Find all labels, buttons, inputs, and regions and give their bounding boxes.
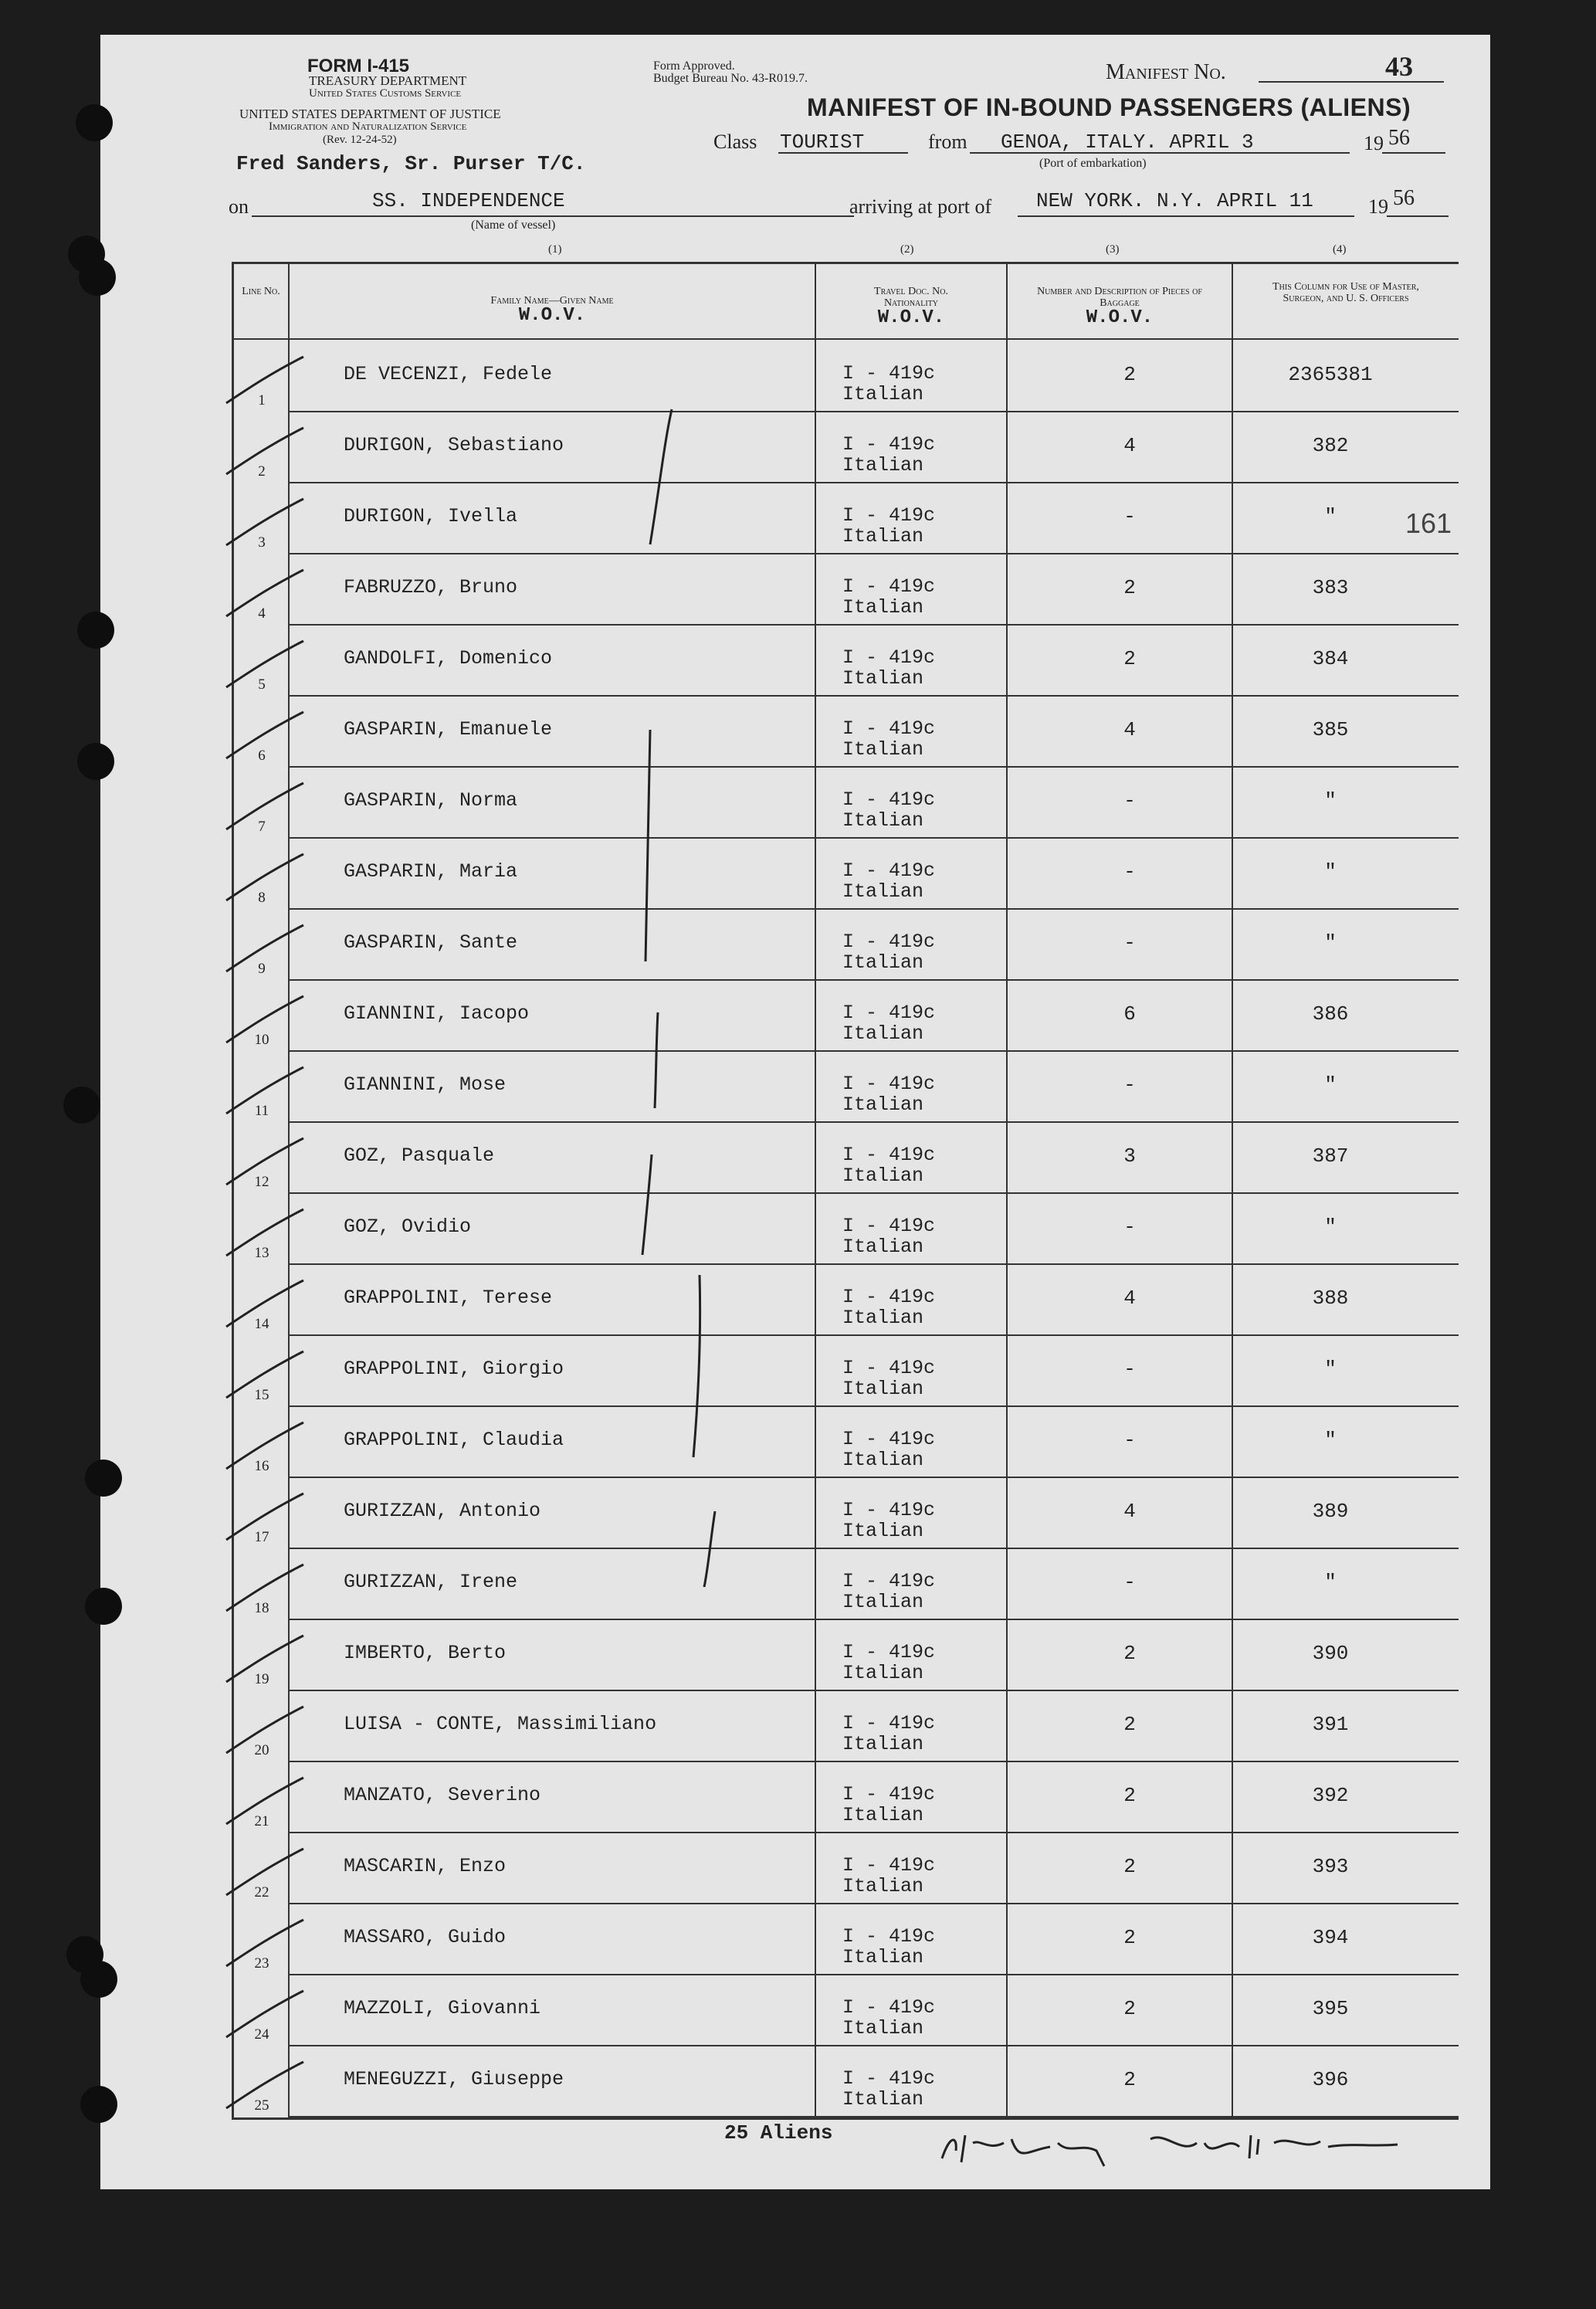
officer-number: ": [1324, 505, 1337, 528]
officer-number: ": [1324, 931, 1337, 954]
table-row: [234, 1833, 1459, 1904]
total-aliens: 25 Aliens: [724, 2121, 833, 2145]
form-number: FORM I-415: [307, 56, 410, 76]
line-number: 18: [254, 1600, 269, 1616]
nationality: Italian: [842, 1804, 924, 1826]
officer-number: ": [1324, 860, 1337, 883]
passenger-name: DE VECENZI, Fedele: [344, 363, 553, 385]
passenger-name: GASPARIN, Sante: [344, 931, 518, 954]
passenger-name: MASCARIN, Enzo: [344, 1855, 507, 1877]
line-number: 3: [258, 534, 266, 551]
travel-doc-number: I - 419c: [842, 362, 936, 385]
baggage-count: 2: [1123, 1997, 1136, 2020]
baggage-count: 2: [1123, 1642, 1136, 1665]
travel-doc: [842, 647, 935, 689]
passenger-name: MAZZOLI, Giovanni: [344, 1997, 541, 2019]
baggage-count: -: [1123, 1073, 1136, 1097]
passenger-name: DURIGON, Ivella: [344, 505, 518, 527]
travel-doc: [842, 1358, 935, 1399]
nationality: Italian: [842, 1733, 924, 1755]
travel-doc: [842, 1429, 935, 1470]
line-number: 12: [254, 1174, 269, 1190]
nationality: Italian: [842, 2088, 924, 2111]
passenger-name: GASPARIN, Maria: [344, 860, 518, 883]
baggage-count: -: [1123, 1571, 1136, 1594]
travel-doc: [842, 1997, 935, 2039]
officer-number: 396: [1312, 2068, 1349, 2091]
travel-doc-number: I - 419c: [842, 1712, 936, 1734]
binder-hole: [80, 1961, 117, 1998]
travel-doc: [842, 1571, 935, 1612]
passenger-name: GOZ, Ovidio: [344, 1216, 472, 1238]
baggage-count: 6: [1123, 1002, 1136, 1026]
table-row: [234, 1975, 1459, 2046]
passenger-name: GIANNINI, Iacopo: [344, 1002, 530, 1025]
travel-doc: [842, 1926, 935, 1968]
on-label: on: [229, 195, 249, 218]
year-prefix-1: 19: [1364, 132, 1384, 154]
line-number: 10: [254, 1032, 269, 1048]
officer-number: ": [1324, 789, 1337, 812]
officer-number: ": [1324, 1429, 1337, 1452]
passenger-name: MANZATO, Severino: [344, 1784, 541, 1806]
nationality: Italian: [842, 454, 924, 476]
officer-number: 393: [1312, 1855, 1349, 1878]
travel-doc: [842, 718, 935, 760]
passenger-name: GRAPPOLINI, Giorgio: [344, 1358, 564, 1380]
travel-doc: [842, 1784, 935, 1826]
embarkation-value: GENOA, ITALY. APRIL 3: [1001, 131, 1254, 154]
table-row: [234, 1265, 1459, 1336]
officer-number: 395: [1312, 1997, 1349, 2020]
nationality: Italian: [842, 809, 924, 832]
table-row: [234, 1194, 1459, 1265]
passenger-name: GASPARIN, Norma: [344, 789, 518, 812]
passenger-name: MASSARO, Guido: [344, 1926, 507, 1948]
arriving-label: arriving at port of: [849, 195, 992, 218]
table-row: [234, 1407, 1459, 1478]
table-row: [234, 1691, 1459, 1762]
binder-hole: [76, 104, 113, 141]
nationality: Italian: [842, 738, 924, 761]
line-number: 5: [258, 676, 266, 693]
header-doc: [816, 286, 1006, 328]
officer-number: 394: [1312, 1926, 1349, 1949]
officer-number: ": [1324, 1216, 1337, 1239]
officer-number: 383: [1312, 576, 1349, 599]
nationality: Italian: [842, 383, 924, 405]
line-number: 21: [254, 1813, 269, 1829]
header-doc-wov: W.O.V.: [877, 307, 945, 328]
travel-doc-number: I - 419c: [842, 1996, 936, 2019]
officer-number: 389: [1312, 1500, 1349, 1523]
travel-doc: [842, 1002, 935, 1044]
binder-hole: [80, 2086, 117, 2123]
passenger-name: GASPARIN, Emanuele: [344, 718, 553, 741]
passenger-name: MENEGUZZI, Giuseppe: [344, 2068, 564, 2090]
passenger-name: GRAPPOLINI, Terese: [344, 1287, 553, 1309]
travel-doc-number: I - 419c: [842, 1002, 936, 1024]
officer-number: 388: [1312, 1287, 1349, 1310]
travel-doc: [842, 2068, 935, 2110]
nationality: Italian: [842, 1022, 924, 1045]
travel-doc: [842, 363, 935, 405]
col-num-4: (4): [1333, 243, 1347, 256]
nationality: Italian: [842, 667, 924, 690]
line-number: 1: [258, 392, 266, 409]
line-number: 14: [254, 1316, 269, 1332]
table-row: [234, 1123, 1459, 1194]
officer-number: 387: [1312, 1144, 1349, 1168]
officer-number: 392: [1312, 1784, 1349, 1807]
binder-hole: [85, 1460, 122, 1497]
budget-bureau: Budget Bureau No. 43-R019.7.: [653, 72, 808, 85]
col-num-1: (1): [548, 243, 562, 256]
line-number: 23: [254, 1955, 269, 1972]
nationality: Italian: [842, 596, 924, 619]
nationality: Italian: [842, 951, 924, 974]
nationality: Italian: [842, 1946, 924, 1968]
binder-hole: [77, 612, 114, 649]
passenger-name: GIANNINI, Mose: [344, 1073, 507, 1096]
line-number: 6: [258, 748, 266, 764]
travel-doc-number: I - 419c: [842, 788, 936, 811]
nationality: Italian: [842, 1662, 924, 1684]
line-number: 2: [258, 463, 266, 480]
header-officers: [1233, 281, 1459, 304]
baggage-count: -: [1123, 931, 1136, 954]
from-label: from: [928, 131, 967, 153]
officer-number: ": [1324, 1358, 1337, 1381]
travel-doc-number: I - 419c: [842, 646, 936, 669]
travel-doc-number: I - 419c: [842, 1783, 936, 1805]
table-row: [234, 2046, 1459, 2117]
passenger-name: GRAPPOLINI, Claudia: [344, 1429, 564, 1451]
travel-doc-number: I - 419c: [842, 504, 936, 527]
table-row: [234, 1549, 1459, 1620]
passenger-name: GOZ, Pasquale: [344, 1144, 495, 1167]
year-2: 56: [1393, 186, 1415, 210]
officer-number: 384: [1312, 647, 1349, 670]
baggage-count: 4: [1123, 718, 1136, 741]
form-approved: Form Approved.: [653, 59, 735, 73]
travel-doc-number: I - 419c: [842, 2067, 936, 2090]
table-row: [234, 626, 1459, 697]
header-name-wov: W.O.V.: [518, 305, 586, 326]
baggage-count: 2: [1123, 363, 1136, 386]
officer-number: 386: [1312, 1002, 1349, 1026]
baggage-count: 2: [1123, 1855, 1136, 1878]
table-row: [234, 839, 1459, 910]
binder-hole: [63, 1087, 100, 1124]
travel-doc-number: I - 419c: [842, 1073, 936, 1095]
signature: [934, 2120, 1413, 2174]
travel-doc: [842, 1073, 935, 1115]
dept-ins: Immigration and Naturalization Service: [269, 120, 467, 133]
baggage-count: 4: [1123, 434, 1136, 457]
year-1: 56: [1388, 126, 1410, 150]
nationality: Italian: [842, 1307, 924, 1329]
header-name-label: Family Name—Given Name: [490, 295, 614, 307]
table-row: [234, 483, 1459, 554]
travel-doc: [842, 1500, 935, 1541]
table-row: [234, 412, 1459, 483]
nationality: Italian: [842, 1378, 924, 1400]
passenger-name: GURIZZAN, Irene: [344, 1571, 518, 1593]
header-officers-label: This Column for Use of Master, Surgeon, and U. S. Officers: [1272, 281, 1419, 304]
nationality: Italian: [842, 525, 924, 548]
year-prefix-2: 19: [1368, 195, 1388, 218]
travel-doc: [842, 1144, 935, 1186]
baggage-count: 3: [1123, 1144, 1136, 1168]
nationality: Italian: [842, 2017, 924, 2039]
table-row: [234, 1336, 1459, 1407]
baggage-count: -: [1123, 789, 1136, 812]
travel-doc-number: I - 419c: [842, 1925, 936, 1948]
line-number: 7: [258, 819, 266, 835]
header-name: [290, 295, 815, 326]
officer-number: ": [1324, 1073, 1337, 1097]
line-number: 19: [254, 1671, 269, 1687]
dept-justice: UNITED STATES DEPARTMENT OF JUSTICE: [239, 107, 501, 121]
arrival-value: NEW YORK. N.Y. APRIL 11: [1036, 189, 1313, 212]
travel-doc: [842, 1713, 935, 1755]
margin-number: 161: [1405, 507, 1452, 539]
nationality: Italian: [842, 1165, 924, 1187]
line-number: 25: [254, 2097, 269, 2114]
travel-doc: [842, 1287, 935, 1328]
officer-number: 391: [1312, 1713, 1349, 1736]
passenger-name: GANDOLFI, Domenico: [344, 647, 553, 670]
travel-doc-number: I - 419c: [842, 1357, 936, 1379]
travel-doc: [842, 789, 935, 831]
travel-doc: [842, 1642, 935, 1683]
officer-number: 390: [1312, 1642, 1349, 1665]
binder-hole: [79, 259, 116, 296]
table-row: [234, 1762, 1459, 1833]
line-number: 22: [254, 1884, 269, 1900]
line-number: 16: [254, 1458, 269, 1474]
vessel-caption: (Name of vessel): [471, 219, 556, 232]
passenger-table: [232, 262, 1459, 2120]
passenger-name: GURIZZAN, Antonio: [344, 1500, 541, 1522]
binder-hole: [77, 743, 114, 780]
nationality: Italian: [842, 1875, 924, 1897]
purser-name: Fred Sanders, Sr. Purser T/C.: [236, 152, 586, 175]
travel-doc-number: I - 419c: [842, 931, 936, 953]
passenger-name: DURIGON, Sebastiano: [344, 434, 564, 456]
table-row: [234, 981, 1459, 1052]
header-doc-label: Travel Doc. No. Nationality: [874, 286, 948, 309]
table-row: [234, 554, 1459, 626]
manifest-title: MANIFEST OF IN-BOUND PASSENGERS (ALIENS): [807, 93, 1411, 121]
officer-number: 385: [1312, 718, 1349, 741]
line-number: 9: [258, 961, 266, 977]
travel-doc-number: I - 419c: [842, 860, 936, 882]
baggage-count: -: [1123, 1429, 1136, 1452]
baggage-count: 2: [1123, 1926, 1136, 1949]
travel-doc: [842, 505, 935, 547]
travel-doc-number: I - 419c: [842, 717, 936, 740]
manifest-page: [100, 35, 1490, 2189]
travel-doc: [842, 931, 935, 973]
table-row: [234, 341, 1459, 412]
nationality: Italian: [842, 1236, 924, 1258]
line-number: 17: [254, 1529, 269, 1545]
baggage-count: -: [1123, 505, 1136, 528]
travel-doc-number: I - 419c: [842, 1428, 936, 1450]
baggage-count: 4: [1123, 1500, 1136, 1523]
nationality: Italian: [842, 1591, 924, 1613]
manifest-no-value: 43: [1385, 51, 1413, 82]
nationality: Italian: [842, 880, 924, 903]
class-label: Class: [713, 131, 757, 153]
binder-hole: [85, 1588, 122, 1625]
baggage-count: 4: [1123, 1287, 1136, 1310]
header-line-no: Line No.: [242, 286, 280, 297]
vessel-name: SS. INDEPENDENCE: [372, 189, 565, 212]
manifest-no-label: Manifest No.: [1106, 60, 1226, 84]
line-number: 15: [254, 1387, 269, 1403]
line-number: 24: [254, 2026, 269, 2043]
baggage-count: 2: [1123, 1713, 1136, 1736]
baggage-count: 2: [1123, 2068, 1136, 2091]
travel-doc: [842, 1855, 935, 1897]
port-caption: (Port of embarkation): [1039, 157, 1147, 170]
travel-doc-number: I - 419c: [842, 1641, 936, 1663]
col-num-3: (3): [1106, 243, 1120, 256]
line-number: 11: [254, 1103, 269, 1119]
baggage-count: 2: [1123, 576, 1136, 599]
table-row: [234, 910, 1459, 981]
travel-doc-number: I - 419c: [842, 1854, 936, 1877]
baggage-count: -: [1123, 860, 1136, 883]
baggage-count: -: [1123, 1216, 1136, 1239]
header-baggage: [1008, 286, 1232, 328]
header-baggage-label: Number and Description of Pieces of Baggage: [1037, 286, 1202, 309]
travel-doc: [842, 434, 935, 476]
baggage-count: 2: [1123, 1784, 1136, 1807]
line-number: 20: [254, 1742, 269, 1758]
nationality: Italian: [842, 1093, 924, 1116]
travel-doc: [842, 1216, 935, 1257]
travel-doc-number: I - 419c: [842, 1215, 936, 1237]
passenger-name: LUISA - CONTE, Massimiliano: [344, 1713, 657, 1735]
nationality: Italian: [842, 1449, 924, 1471]
table-row: [234, 1052, 1459, 1123]
nationality: Italian: [842, 1520, 924, 1542]
dept-treasury: TREASURY DEPARTMENT: [309, 73, 467, 88]
travel-doc-number: I - 419c: [842, 1499, 936, 1521]
travel-doc-number: I - 419c: [842, 1286, 936, 1308]
form-revision: (Rev. 12-24-52): [323, 134, 397, 146]
passenger-name: FABRUZZO, Bruno: [344, 576, 518, 598]
line-number: 8: [258, 890, 266, 906]
travel-doc: [842, 860, 935, 902]
baggage-count: -: [1123, 1358, 1136, 1381]
travel-doc: [842, 576, 935, 618]
line-number: 4: [258, 605, 266, 622]
table-row: [234, 1620, 1459, 1691]
travel-doc-number: I - 419c: [842, 1144, 936, 1166]
table-row: [234, 768, 1459, 839]
line-number: 13: [254, 1245, 269, 1261]
travel-doc-number: I - 419c: [842, 1570, 936, 1592]
officer-number: 2365381: [1288, 363, 1373, 386]
officer-number: ": [1324, 1571, 1337, 1594]
class-value: TOURIST: [780, 131, 865, 154]
passenger-name: IMBERTO, Berto: [344, 1642, 507, 1664]
table-row: [234, 1478, 1459, 1549]
travel-doc-number: I - 419c: [842, 575, 936, 598]
baggage-count: 2: [1123, 647, 1136, 670]
travel-doc-number: I - 419c: [842, 433, 936, 456]
col-num-2: (2): [900, 243, 914, 256]
table-row: [234, 697, 1459, 768]
officer-number: 382: [1312, 434, 1349, 457]
dept-customs: United States Customs Service: [309, 87, 462, 100]
table-row: [234, 1904, 1459, 1975]
header-baggage-wov: W.O.V.: [1086, 307, 1154, 328]
